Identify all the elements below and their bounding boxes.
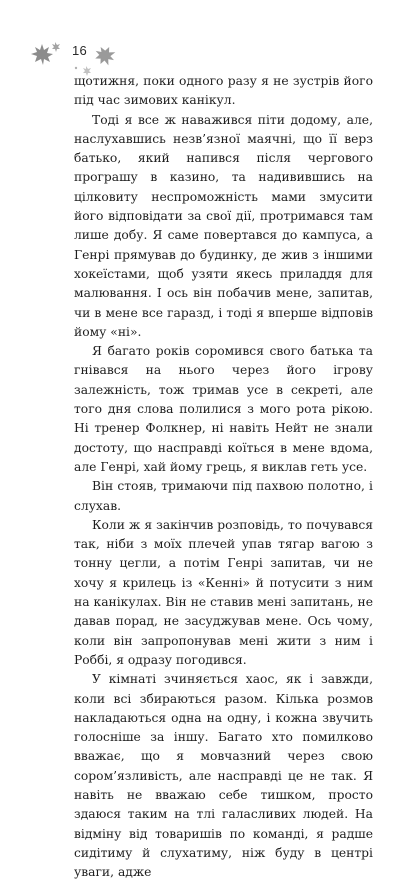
paragraph: Коли ж я закінчив розповідь, то почувався так, ніби з моїх плечей упав тягар вагою з тонну цегли, а потім Генрі запитав, чи не хочу я крилець із «Кенні» й потусити з ним на канікулах. Він не ставив мені запитань, не давав порад, не засуджував мене. Ось чому, коли він запропонував мені жити з ним і Роббі, я одразу погодився. (74, 517, 373, 667)
paragraph: Тоді я все ж наважився піти додому, але, наслухавшись незв’язної маячні, що її верз батько, який напився після чергового програшу в казино, та надивившись на цілковиту неспроможність мами змусити його відповідати за свої дії, протримався там лише добу. Я саме повертався до кампуса, а Генрі прямував до будинку, де жив з іншими хокеїстами, щоб узяти якесь приладдя для малювання. І ось він побачив мене, запитав, чи в мене все гаразд, і тоді я вперше відповів йому «ні». (74, 112, 373, 339)
paragraph: Він стояв, тримаючи під пахвою полотно, і слухав. (74, 479, 373, 513)
paragraph: щотижня, поки одного разу я не зустрів його під час зимових канікул. (74, 74, 373, 108)
paragraph: Я багато років соромився свого батька та гнівався на нього через його ігрову залежність, тож тримав усе в секреті, але того дня слова полилися з мого рота рікою. Ні тренер Фолкнер, ні навіть Нейт не знали достоту, що насправді коїться в мене вдома, але Генрі, хай йому грець, я виклав геть усе. (74, 344, 373, 474)
body-text (74, 72, 373, 882)
paragraph: У кімнаті зчиняється хаос, як і завжди, коли всі збираються разом. Кілька розмов накладаються одна на одну, і кожна звучить голосніше за іншу. Багато хто помилково вважає, що я мовчазний через свою сором’язливість, але насправді це не так. Я навіть не вважаю себе тишком, просто здаюся таким на тлі галасливих людей. На відміну від товаришів по команді, я радше сидітиму й слухатиму, ніж буду в центрі уваги, адже (74, 672, 373, 880)
page-number: 16 (72, 43, 88, 58)
